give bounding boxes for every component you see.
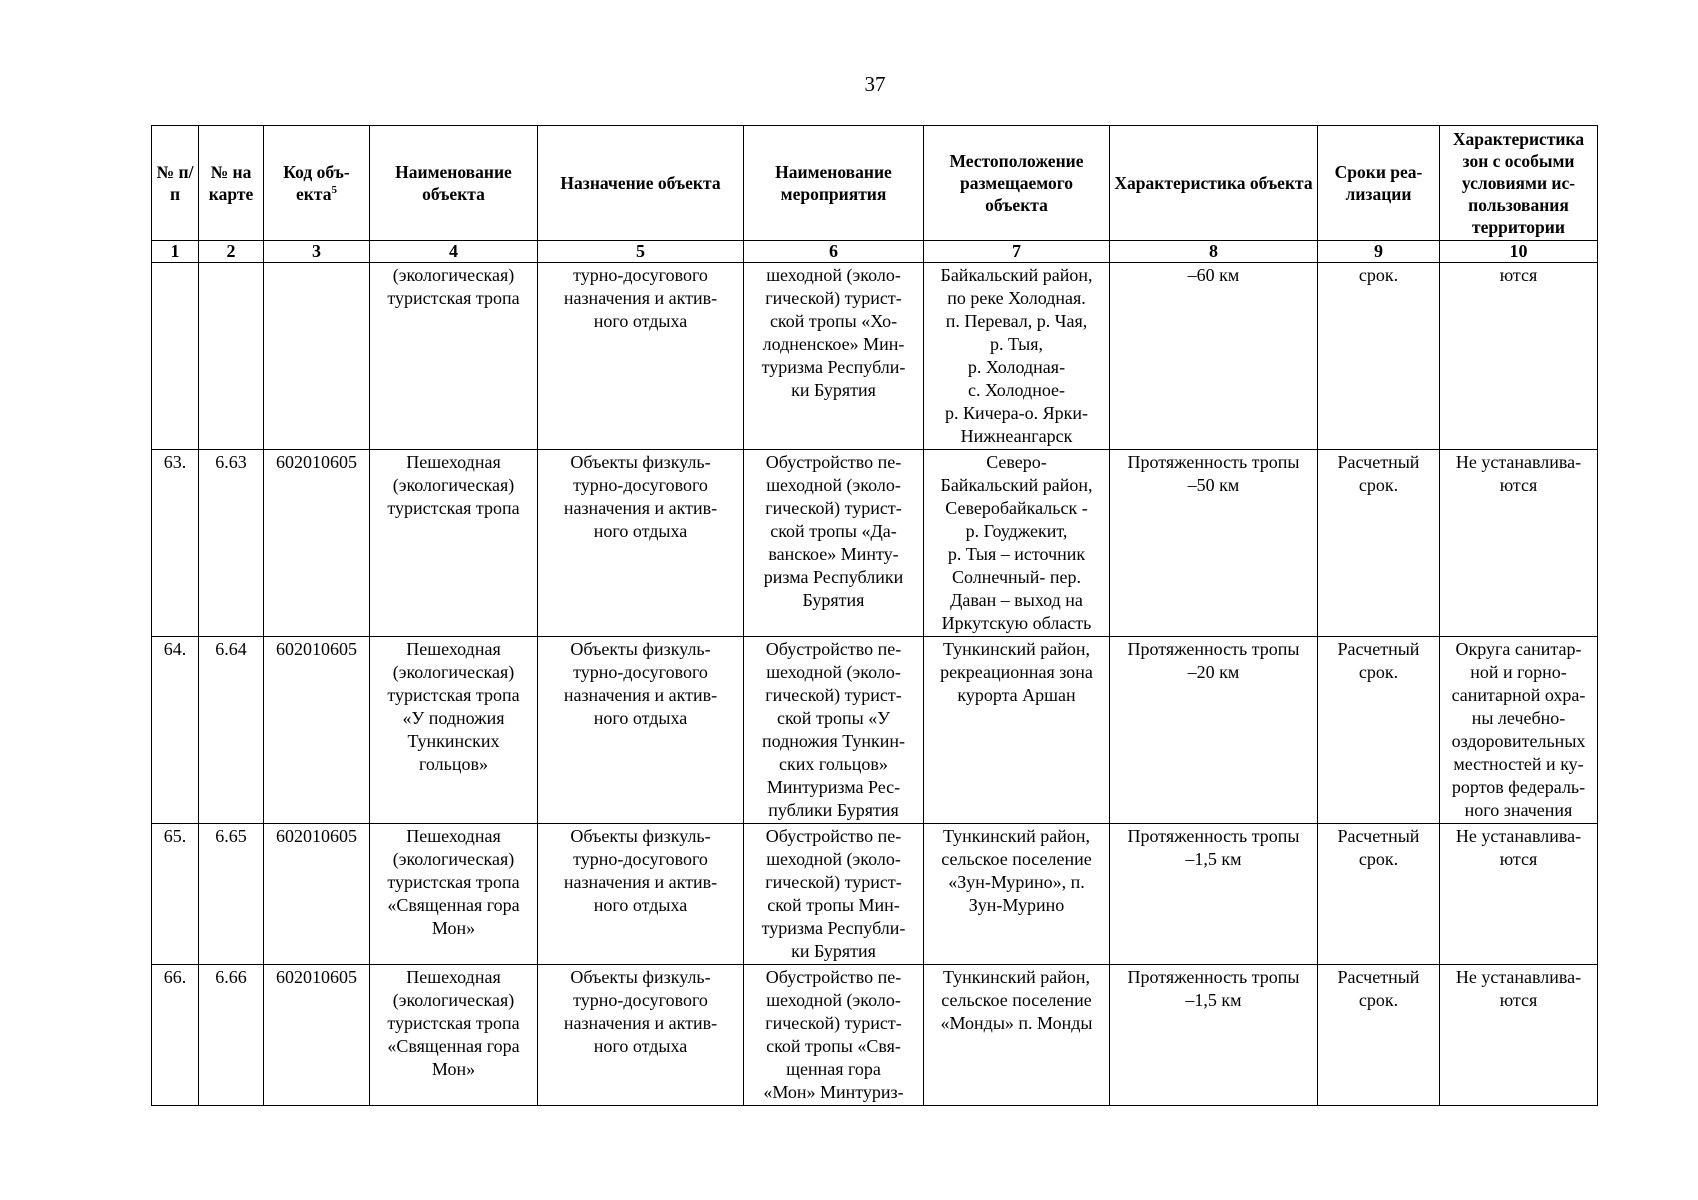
implementation-term: Расчетный срок. bbox=[1318, 637, 1440, 824]
table-row bbox=[152, 965, 1598, 1106]
event-name: Обустройство пе- шеходной (эколо- гической) турист- ской тропы Мин- туризма Республи- ки Бурятия bbox=[744, 824, 924, 965]
column-number: 7 bbox=[924, 241, 1110, 263]
header-cell: Характеристика зон с особыми условиями ис- пользования территории bbox=[1440, 126, 1598, 241]
header-cell: Назначение объекта bbox=[538, 126, 744, 241]
row-number: 63. bbox=[152, 450, 199, 637]
object-name: Пешеходная (экологическая) туристская тропа «У подножия Тункинских гольцов» bbox=[370, 637, 538, 824]
zone-characteristic: ются bbox=[1440, 263, 1598, 450]
object-name: Пешеходная (экологическая) туристская тропа bbox=[370, 450, 538, 637]
header-cell: № на карте bbox=[199, 126, 264, 241]
object-purpose: Объекты физкуль- турно-досугового назначения и актив- ного отдыха bbox=[538, 824, 744, 965]
page-number: 37 bbox=[864, 72, 886, 96]
header-cell: Наименование мероприятия bbox=[744, 126, 924, 241]
event-name: Обустройство пе- шеходной (эколо- гической) турист- ской тропы «Свя- щенная гора «Мон» Минтуриз- bbox=[744, 965, 924, 1106]
header-cell: № п/п bbox=[152, 126, 199, 241]
zone-characteristic: Не устанавлива- ются bbox=[1440, 450, 1598, 637]
implementation-term: Расчетный срок. bbox=[1318, 824, 1440, 965]
object-characteristic: Протяженность тропы –1,5 км bbox=[1110, 965, 1318, 1106]
event-name: шеходной (эколо- гической) турист- ской тропы «Хо- лодненское» Мин- туризма Республи- ки Бурятия bbox=[744, 263, 924, 450]
row-number: 64. bbox=[152, 637, 199, 824]
object-name: Пешеходная (экологическая) туристская тропа «Священная гора Мон» bbox=[370, 965, 538, 1106]
map-number bbox=[199, 263, 264, 450]
object-code: 602010605 bbox=[264, 824, 370, 965]
object-name: Пешеходная (экологическая) туристская тропа «Священная гора Мон» bbox=[370, 824, 538, 965]
objects-table bbox=[151, 125, 1598, 1106]
object-characteristic: Протяженность тропы –20 км bbox=[1110, 637, 1318, 824]
object-location: Тункинский район, рекреационная зона курорта Аршан bbox=[924, 637, 1110, 824]
object-location: Байкальский район, по реке Холодная. п. Перевал, р. Чая, р. Тыя, р. Холодная- с. Холодное- р. Кичера-о. Ярки- Нижнеангарск bbox=[924, 263, 1110, 450]
zone-characteristic: Не устанавлива- ются bbox=[1440, 824, 1598, 965]
event-name: Обустройство пе- шеходной (эколо- гической) турист- ской тропы «Да- ванское» Минту- ризма Республики Бурятия bbox=[744, 450, 924, 637]
column-number-row bbox=[152, 241, 1598, 263]
table-row bbox=[152, 824, 1598, 965]
table-row bbox=[152, 263, 1598, 450]
row-number: 66. bbox=[152, 965, 199, 1106]
object-characteristic: –60 км bbox=[1110, 263, 1318, 450]
table-row bbox=[152, 450, 1598, 637]
implementation-term: срок. bbox=[1318, 263, 1440, 450]
zone-characteristic: Округа санитар- ной и горно- санитарной охра- ны лечебно- оздоровительных местностей и ку- рортов федераль- ного значения bbox=[1440, 637, 1598, 824]
column-number: 5 bbox=[538, 241, 744, 263]
column-number: 8 bbox=[1110, 241, 1318, 263]
object-name: (экологическая) туристская тропа bbox=[370, 263, 538, 450]
object-purpose: Объекты физкуль- турно-досугового назначения и актив- ного отдыха bbox=[538, 450, 744, 637]
table-row bbox=[152, 637, 1598, 824]
column-number: 4 bbox=[370, 241, 538, 263]
column-number: 2 bbox=[199, 241, 264, 263]
column-number: 9 bbox=[1318, 241, 1440, 263]
object-characteristic: Протяженность тропы –50 км bbox=[1110, 450, 1318, 637]
object-code: 602010605 bbox=[264, 637, 370, 824]
implementation-term: Расчетный срок. bbox=[1318, 450, 1440, 637]
object-location: Тункинский район, сельское поселение «Зун-Мурино», п. Зун-Мурино bbox=[924, 824, 1110, 965]
header-cell: Сроки реа- лизации bbox=[1318, 126, 1440, 241]
header-cell: Характеристика объекта bbox=[1110, 126, 1318, 241]
event-name: Обустройство пе- шеходной (эколо- гической) турист- ской тропы «У подножия Тункин- ских гольцов» Минтуризма Рес- публики Бурятия bbox=[744, 637, 924, 824]
map-number: 6.63 bbox=[199, 450, 264, 637]
object-location: Северо- Байкальский район, Северобайкальск - р. Гоуджекит, р. Тыя – источник Солнечный- пер. Даван – выход на Иркутскую область bbox=[924, 450, 1110, 637]
object-code: 602010605 bbox=[264, 450, 370, 637]
object-location: Тункинский район, сельское поселение «Монды» п. Монды bbox=[924, 965, 1110, 1106]
column-number: 3 bbox=[264, 241, 370, 263]
header-cell: Код объ- екта$^5$ bbox=[264, 126, 370, 241]
object-purpose: турно-досугового назначения и актив- ного отдыха bbox=[538, 263, 744, 450]
object-purpose: Объекты физкуль- турно-досугового назначения и актив- ного отдыха bbox=[538, 965, 744, 1106]
footnote-mark: 5 bbox=[331, 184, 337, 197]
column-number: 6 bbox=[744, 241, 924, 263]
header-cell: Местоположение размещаемого объекта bbox=[924, 126, 1110, 241]
object-code: 602010605 bbox=[264, 965, 370, 1106]
column-number: 10 bbox=[1440, 241, 1598, 263]
row-number: 65. bbox=[152, 824, 199, 965]
object-characteristic: Протяженность тропы –1,5 км bbox=[1110, 824, 1318, 965]
column-number: 1 bbox=[152, 241, 199, 263]
map-number: 6.65 bbox=[199, 824, 264, 965]
header-cell: Наименование объекта bbox=[370, 126, 538, 241]
row-number bbox=[152, 263, 199, 450]
object-code bbox=[264, 263, 370, 450]
object-purpose: Объекты физкуль- турно-досугового назначения и актив- ного отдыха bbox=[538, 637, 744, 824]
map-number: 6.66 bbox=[199, 965, 264, 1106]
map-number: 6.64 bbox=[199, 637, 264, 824]
implementation-term: Расчетный срок. bbox=[1318, 965, 1440, 1106]
header-row bbox=[152, 126, 1598, 241]
zone-characteristic: Не устанавлива- ются bbox=[1440, 965, 1598, 1106]
